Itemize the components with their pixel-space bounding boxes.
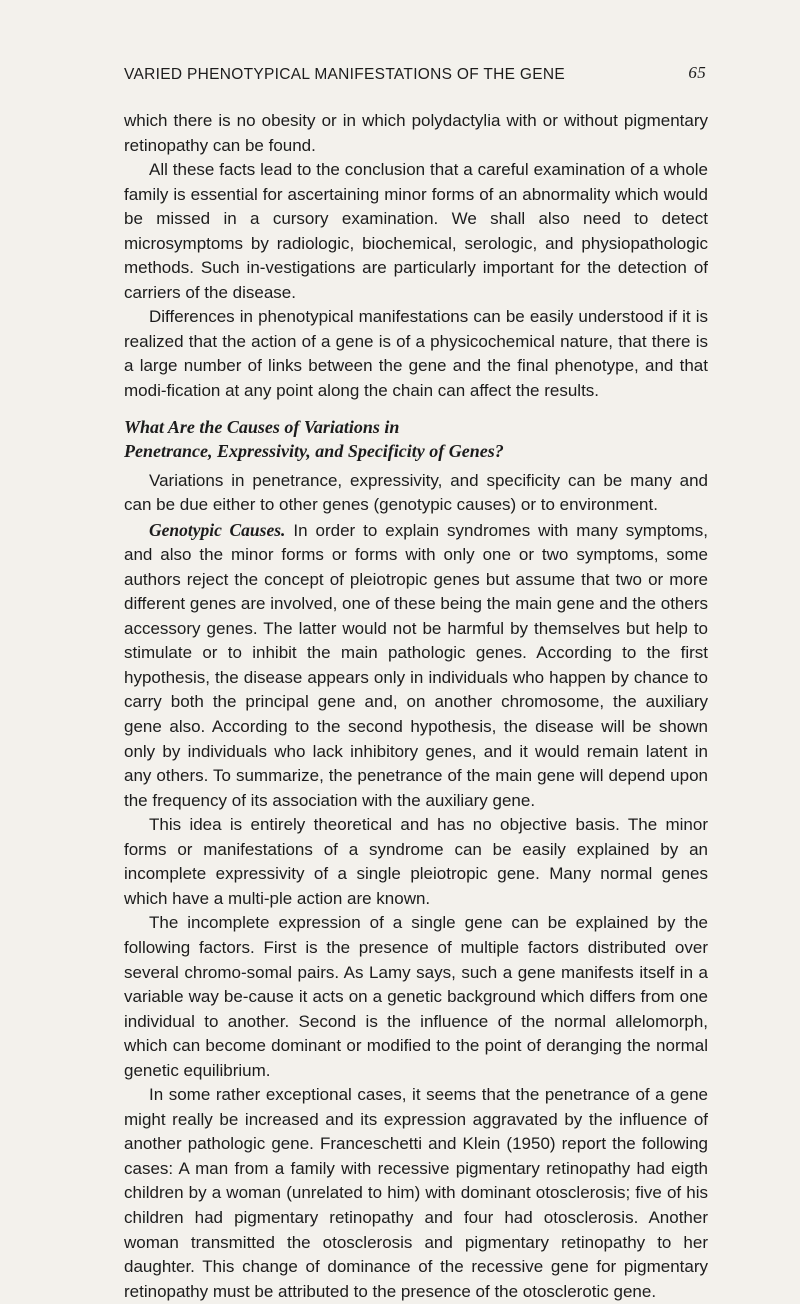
paragraph-continuation: which there is no obesity or in which polydactylia with or without pigmentary retinopathy can be found.	[124, 111, 708, 155]
paragraph-incomplete-expression: The incomplete expression of a single gene can be explained by the following factors. First is the presence of multiple factors distributed over several chromo-somal pairs. As Lamy says, such a gene manifests itself in a variable way be-cause it acts on a genetic background which differs from one individual to another. Second is the influence of the normal allelomorph, which can become dominant or modified to the point of deranging the normal genetic equilibrium.	[124, 913, 708, 1080]
running-header-title: VARIED PHENOTYPICAL MANIFESTATIONS OF THE GENE	[124, 66, 565, 83]
page-body	[124, 109, 708, 1304]
page-number: 65	[688, 63, 706, 82]
run-in-heading: Genotypic Causes.	[149, 519, 286, 540]
paragraph-variations: Variations in penetrance, expressivity, and specificity can be many and can be due either to other genes (genotypic causes) or to environment.	[124, 470, 708, 515]
paragraph-theoretical: This idea is entirely theoretical and has no objective basis. The minor forms or manifestations of a syndrome can be easily explained by an incomplete expressivity of a single pleiotropic gene. Many normal genes which have a multi-ple action are known.	[124, 815, 708, 908]
paragraph-genotypic-text: In order to explain syndromes with many symptoms, and also the minor forms or forms with only one or two symptoms, some authors reject the concept of pleiotropic genes but assume that two or more different genes are involved, one of these being the main gene and the others accessory genes. The latter would not be harmful by themselves but help to stimulate or to inhibit the main pathologic genes. According to the first hypothesis, the disease appears only in individuals who happen by chance to carry both the principal gene and, on another chromosome, the auxiliary gene also. According to the second hypothesis, the disease will be shown only by individuals who lack inhibitory genes, and it would remain latent in any others. To summarize, the penetrance of the main gene will depend upon the frequency of its association with the auxiliary gene.	[124, 520, 708, 810]
paragraph-exceptional-cases: In some rather exceptional cases, it seems that the penetrance of a gene might really be increased and its expression aggravated by the influence of another pathologic gene. Franceschetti and Klein (1950) report the following cases: A man from a family with recessive pigmentary retinopathy had eigth children by a woman (unrelated to him) with dominant otosclerosis; five of his children had pigmentary retinopathy and four had otosclerosis. Another woman transmitted the otosclerosis and pigmentary retinopathy to her daughter. This change of dominance of the recessive gene for pigmentary retinopathy must be attributed to the presence of the otosclerotic gene.	[124, 1085, 708, 1301]
paragraph-conclusion: All these facts lead to the conclusion that a careful examination of a whole family is essential for ascertaining minor forms of an abnormality which would be missed in a cursory examination. We shall also need to detect microsymptoms by radiologic, biochemical, serologic, and physiopathologic methods. Such in-vestigations are particularly important for the detection of carriers of the disease.	[124, 160, 708, 302]
section-heading	[124, 415, 708, 463]
paragraph-genotypic-causes	[124, 518, 708, 814]
running-header	[124, 63, 706, 84]
section-heading-line-1: What Are the Causes of Variations in	[124, 416, 400, 437]
section-heading-line-2: Penetrance, Expressivity, and Specificity of Genes?	[124, 440, 504, 461]
paragraph-differences: Differences in phenotypical manifestations can be easily understood if it is realized that the action of a gene is of a physicochemical nature, that there is a large number of links between the gene and the final phenotype, and that modi-fication at any point along the chain can affect the results.	[124, 307, 708, 401]
